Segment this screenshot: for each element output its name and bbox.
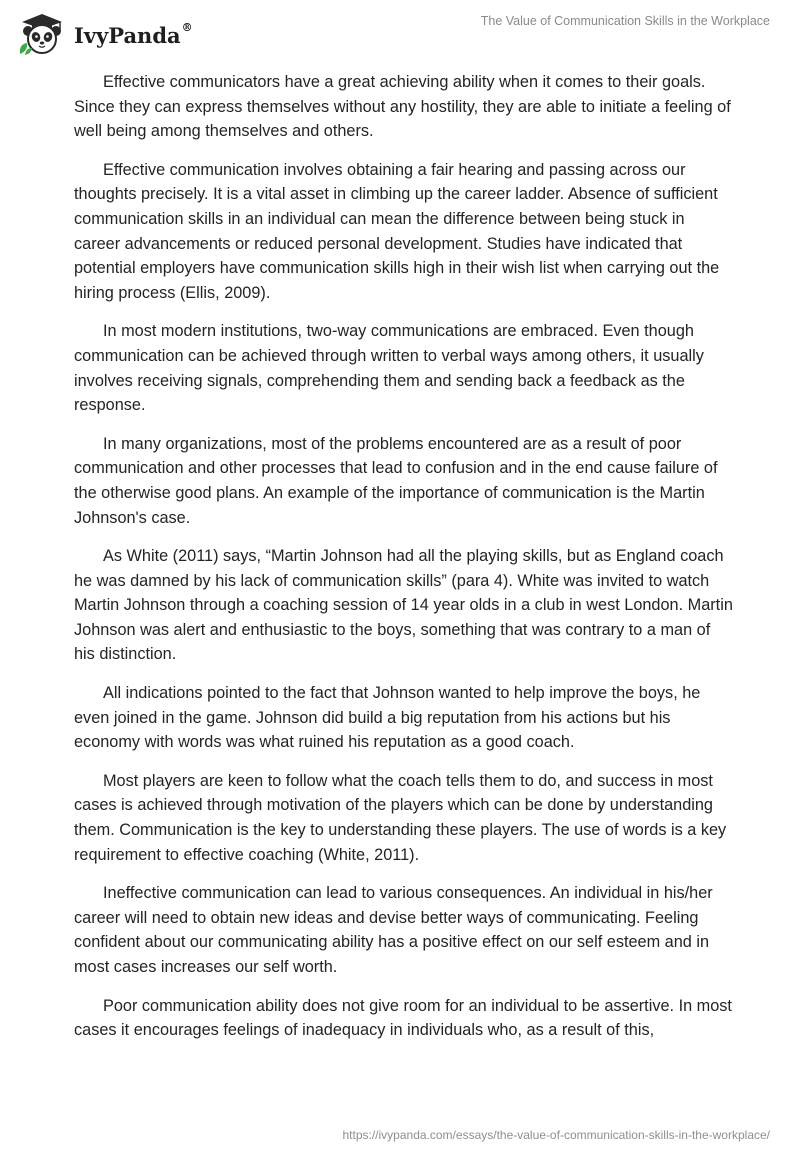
paragraph: In most modern institutions, two-way communications are embraced. Even though communication can be achieved through written to verbal ways among others, it usually involves receiving signals, comprehending them and sending back a feedback as the response. <box>74 322 704 415</box>
paragraph: Ineffective communication can lead to various consequences. An individual in his/her career will need to obtain new ideas and devise better ways of communicating. Feeling confident about our communicating ability has a positive effect on our self esteem and in most cases increases our self worth. <box>74 884 713 976</box>
brand-name-text: IvyPanda <box>74 22 181 48</box>
paragraph: Effective communication involves obtaining a fair hearing and passing across our thoughts precisely. It is a vital asset in climbing up the career ladder. Absence of sufficient communication skills in an individual can mean the difference between being stuck in career advancements or reduced personal development. Studies have indicated that potential employers have communication skills high in their wish list when carrying out the hiring process (Ellis, 2009). <box>74 160 720 302</box>
registered-mark: ® <box>181 20 193 34</box>
document-title: The Value of Communication Skills in the Workplace <box>480 14 770 28</box>
site-logo[interactable] <box>16 10 193 56</box>
paragraph: In many organizations, most of the problems encountered are as a result of poor communication and other processes that lead to confusion and in the end cause failure of the otherwise good plans. An example of the importance of communication is the Martin Johnson's case. <box>74 434 718 527</box>
panda-graduation-cap-icon <box>16 10 68 56</box>
paragraph: Effective communicators have a great achieving ability when it comes to their goals. Since they can express themselves without any hostility, they are able to initiate a feeling of well being among themselves and others. <box>74 73 731 141</box>
page-header <box>0 0 800 70</box>
paragraph: Poor communication ability does not give room for an individual to be assertive. In most cases it encourages feelings of inadequacy in individuals who, as a result of this, <box>74 996 732 1040</box>
paragraph: As White (2011) says, “Martin Johnson had all the playing skills, but as England coach he was damned by his lack of communication skills” (para 4). White was invited to watch Martin Johnson through a coaching session of 14 year olds in a club in west London. Martin Johnson was alert and enthusiastic to the boys, something that was contrary to a man of his distinction. <box>74 547 733 664</box>
paragraph: Most players are keen to follow what the coach tells them to do, and success in most cases is achieved through motivation of the players which can be done by understanding them. Communication is the key to understanding these players. The use of words is a key requirement to effective coaching (White, 2011). <box>74 771 727 864</box>
paragraph: All indications pointed to the fact that Johnson wanted to help improve the boys, he even joined in the game. Johnson did build a big reputation from his actions but his economy with words was what ruined his reputation as a good coach. <box>74 684 701 752</box>
essay-body <box>74 70 734 1057</box>
source-url-link[interactable]: https://ivypanda.com/essays/the-value-of-communication-skills-in-the-workplace/ <box>342 1128 770 1142</box>
brand-name <box>74 20 193 48</box>
